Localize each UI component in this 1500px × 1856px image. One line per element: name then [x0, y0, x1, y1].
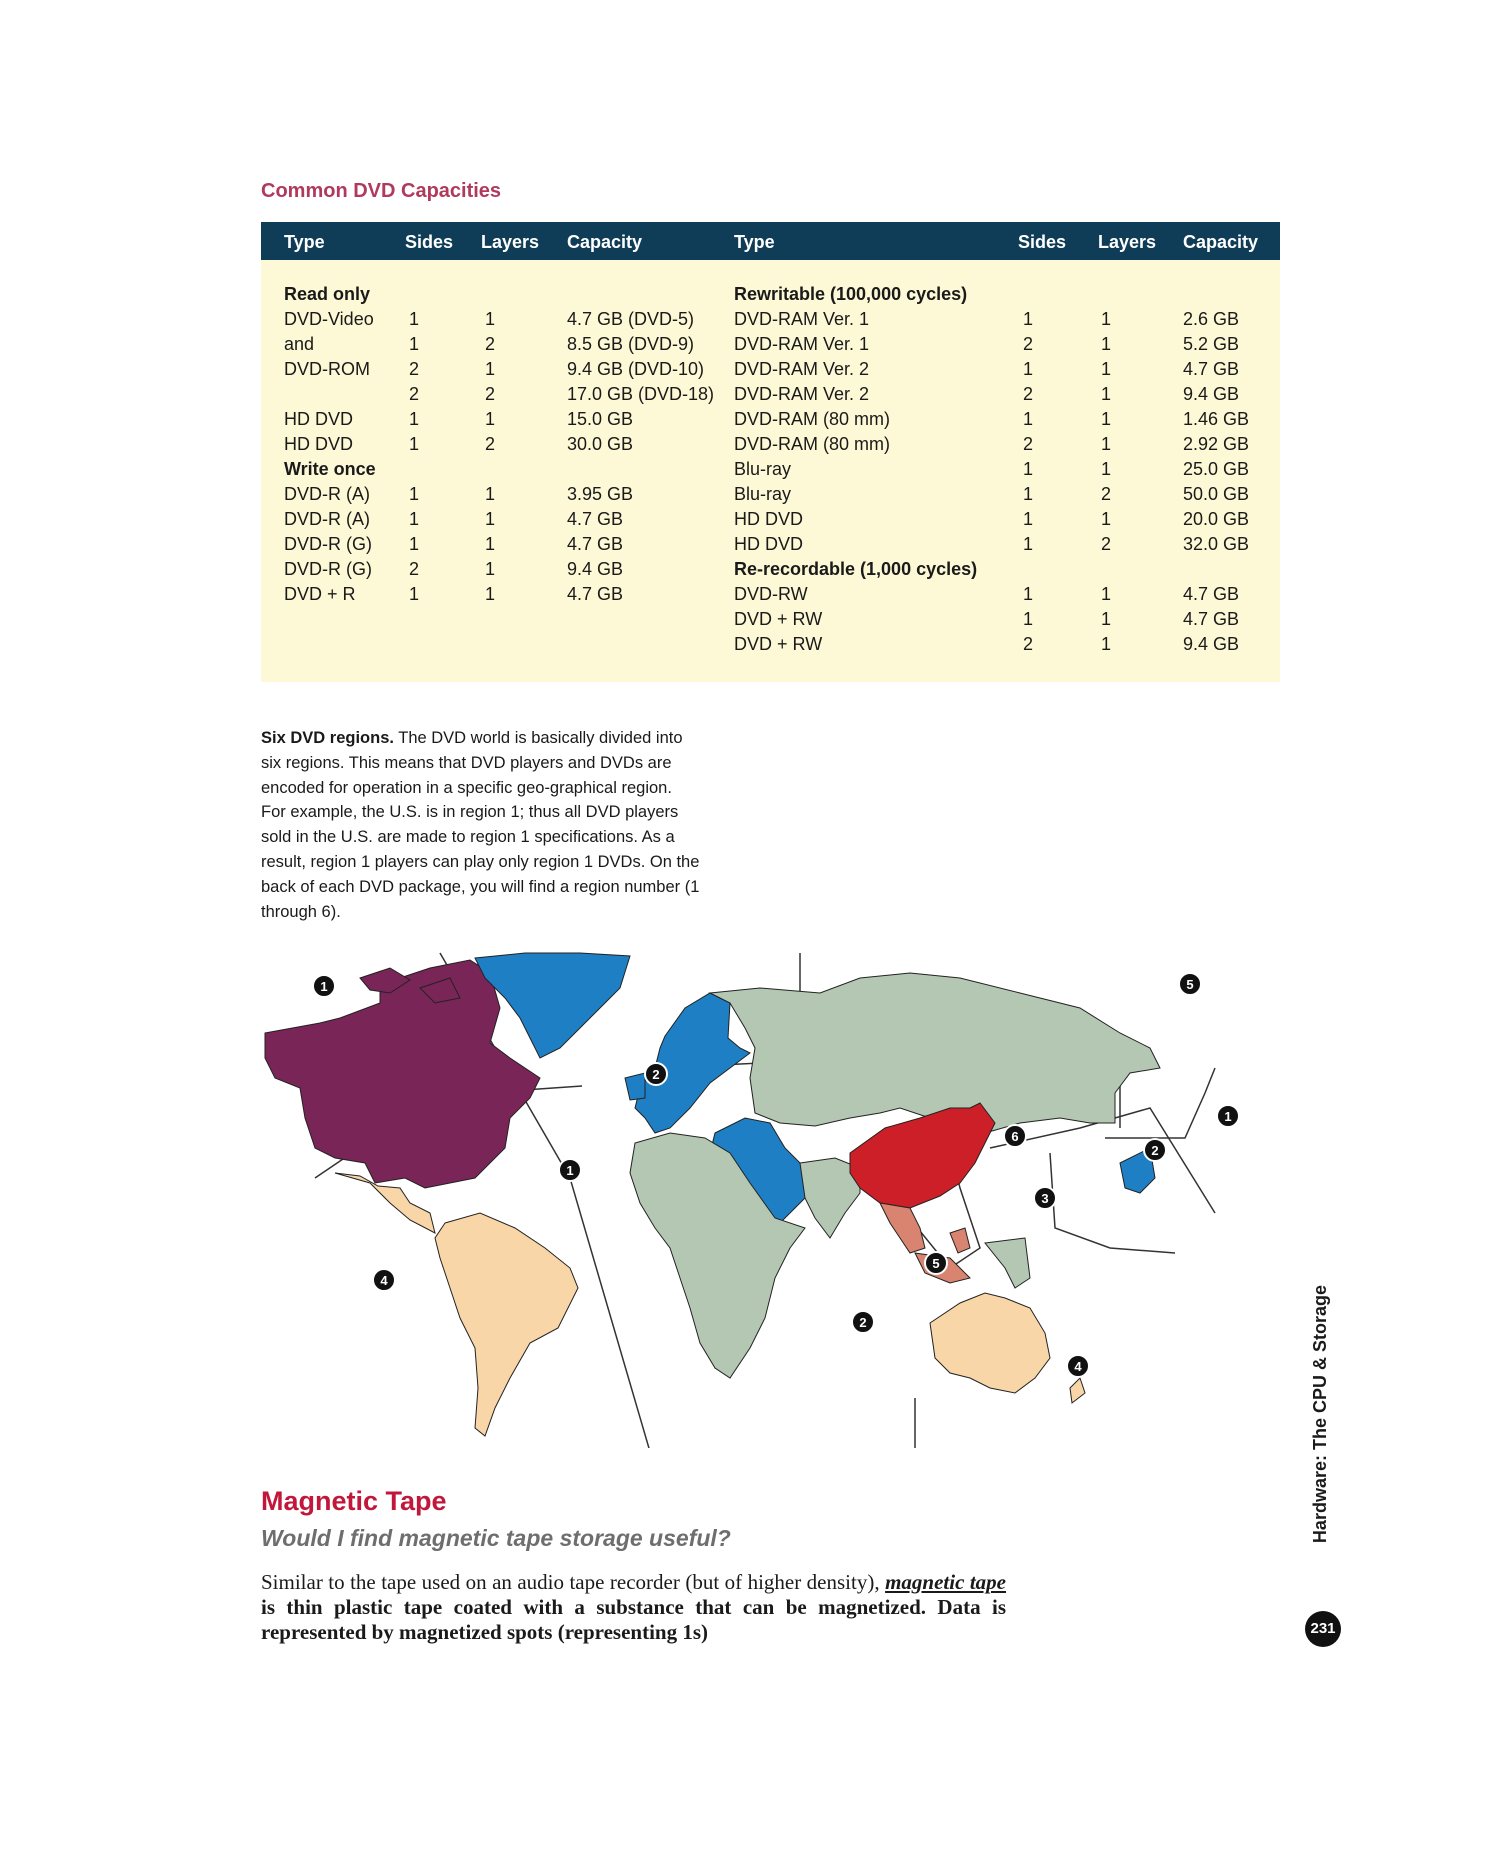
left-cell-sides: 2: [409, 384, 420, 404]
right-cell-layers: 1: [1101, 434, 1112, 454]
left-cell-capacity: 9.4 GB (DVD-10): [567, 359, 705, 379]
right-cell-type: DVD-RAM (80 mm): [734, 434, 890, 454]
right-cell-capacity: 32.0 GB: [1183, 534, 1250, 554]
right-cell-type: Rewritable (100,000 cycles): [734, 284, 968, 304]
dvd-region-world-map: [260, 948, 1260, 1448]
right-cell-capacity: 20.0 GB: [1183, 509, 1250, 529]
right-cell-type: DVD-RW: [734, 584, 808, 604]
region-marker-label: 1: [320, 979, 328, 994]
right-table-row: [261, 634, 1280, 659]
right-table-row: [261, 334, 1280, 359]
left-cell-capacity: 17.0 GB (DVD-18): [567, 384, 715, 404]
right-cell-capacity: 25.0 GB: [1183, 459, 1250, 479]
right-cell-type: DVD-RAM Ver. 2: [734, 359, 870, 379]
region-marker-label: 2: [1151, 1143, 1159, 1158]
left-cell-type: HD DVD: [284, 434, 354, 454]
region-marker-label: 4: [1074, 1359, 1082, 1374]
right-cell-sides: 1: [1023, 534, 1034, 554]
header-layers: Layers: [481, 232, 540, 252]
header-type-right: Type: [734, 232, 775, 252]
left-cell-type: DVD-R (G): [284, 559, 372, 579]
right-cell-layers: 1: [1101, 584, 1112, 604]
right-cell-layers: 1: [1101, 634, 1112, 654]
right-table-row: [261, 359, 1280, 384]
left-cell-sides: 2: [409, 559, 420, 579]
right-cell-sides: 2: [1023, 384, 1034, 404]
right-table-row: [261, 609, 1280, 634]
chapter-side-label-text: Hardware: The CPU & Storage: [1310, 1285, 1330, 1544]
right-cell-layers: 1: [1101, 334, 1112, 354]
right-cell-layers: 2: [1101, 534, 1112, 554]
key-term-magnetic-tape[interactable]: magnetic tape: [885, 1570, 1007, 1594]
left-cell-layers: 1: [485, 534, 496, 554]
header-sides-right: Sides: [1018, 232, 1067, 252]
header-capacity-right: Capacity: [1183, 232, 1259, 252]
chapter-side-label: [1310, 1285, 1340, 1585]
right-cell-layers: 1: [1101, 409, 1112, 429]
left-cell-layers: 2: [485, 434, 496, 454]
region-3-southeast-asia: [880, 1203, 970, 1283]
right-cell-sides: 1: [1023, 484, 1034, 504]
right-cell-sides: 2: [1023, 334, 1034, 354]
left-cell-capacity: 15.0 GB: [567, 409, 634, 429]
left-cell-sides: 1: [409, 434, 420, 454]
left-cell-type: HD DVD: [284, 409, 354, 429]
region-marker-label: 4: [380, 1273, 388, 1288]
left-cell-type: DVD-R (A): [284, 484, 370, 504]
right-cell-capacity: 5.2 GB: [1183, 334, 1240, 354]
left-cell-sides: 1: [409, 534, 420, 554]
left-cell-capacity: 3.95 GB: [567, 484, 634, 504]
right-cell-capacity: 2.92 GB: [1183, 434, 1250, 454]
right-cell-capacity: 4.7 GB: [1183, 584, 1240, 604]
region-marker-label: 2: [859, 1315, 867, 1330]
region-marker-label: 2: [652, 1067, 660, 1082]
right-table-row: [261, 534, 1280, 559]
left-cell-layers: 2: [485, 384, 496, 404]
right-cell-capacity: 4.7 GB: [1183, 609, 1240, 629]
right-cell-capacity: 2.6 GB: [1183, 309, 1240, 329]
right-cell-type: Re-recordable (1,000 cycles): [734, 559, 978, 579]
right-cell-type: DVD-RAM Ver. 1: [734, 309, 870, 329]
left-cell-layers: 1: [485, 309, 496, 329]
left-cell-type: DVD-Video: [284, 309, 374, 329]
left-cell-layers: 1: [485, 584, 496, 604]
right-cell-capacity: 50.0 GB: [1183, 484, 1250, 504]
right-cell-type: Blu-ray: [734, 459, 792, 479]
caption-text: The DVD world is basically divided into six regions. This means that DVD players and DVDs are encoded for operation in a specific geo-graphical region. For example, the U.S. is in region 1; thus all DVD players sold in the U.S. are made to region 1 specifications. As a result, region 1 players can play only region 1 DVDs. On the back of each DVD package, you will find a region number (1 through 6).: [261, 729, 700, 921]
body-rest: is thin plastic tape coated with a substance that can be magnetized. Data is represented by magnetized spots (representing 1s): [261, 1595, 1006, 1644]
dvd-capacities-table: [261, 222, 1280, 682]
section-subtitle: Would I find magnetic tape storage useful?: [261, 1525, 731, 1551]
left-cell-type: DVD + R: [284, 584, 356, 604]
right-cell-layers: 1: [1101, 384, 1112, 404]
left-cell-sides: 1: [409, 409, 420, 429]
right-cell-layers: 1: [1101, 359, 1112, 379]
region-marker-label: 3: [1041, 1191, 1049, 1206]
left-cell-sides: 1: [409, 309, 420, 329]
header-sides: Sides: [405, 232, 454, 252]
right-cell-type: DVD-RAM Ver. 1: [734, 334, 870, 354]
left-cell-type: and: [284, 334, 315, 354]
right-table-row: [261, 384, 1280, 409]
body-start: Similar to the tape used on an audio tape recorder (but of higher density),: [261, 1570, 886, 1594]
right-cell-sides: 2: [1023, 634, 1034, 654]
left-cell-capacity: 30.0 GB: [567, 434, 634, 454]
right-cell-sides: 1: [1023, 359, 1034, 379]
right-table-row: [261, 309, 1280, 334]
right-cell-layers: 1: [1101, 309, 1112, 329]
region-marker-label: 5: [932, 1256, 940, 1271]
left-cell-capacity: 8.5 GB (DVD-9): [567, 334, 695, 354]
left-cell-type: DVD-R (G): [284, 534, 372, 554]
table-header-row: [261, 222, 1280, 260]
right-cell-sides: 1: [1023, 309, 1034, 329]
left-cell-layers: 1: [485, 559, 496, 579]
right-table-row: [261, 409, 1280, 434]
left-cell-sides: 1: [409, 509, 420, 529]
header-layers-right: Layers: [1098, 232, 1157, 252]
region-4-latin-america: [335, 1173, 578, 1436]
right-cell-layers: 2: [1101, 484, 1112, 504]
map-caption: [261, 726, 701, 924]
left-cell-type: Write once: [284, 459, 376, 479]
right-cell-capacity: 1.46 GB: [1183, 409, 1250, 429]
right-cell-sides: 1: [1023, 609, 1034, 629]
right-table-row: [261, 584, 1280, 609]
left-cell-type: DVD-R (A): [284, 509, 370, 529]
header-type: Type: [284, 232, 325, 252]
header-capacity: Capacity: [567, 232, 643, 252]
region-marker-label: 5: [1186, 977, 1194, 992]
caption-lead: Six DVD regions.: [261, 729, 394, 747]
right-cell-sides: 1: [1023, 584, 1034, 604]
right-table-row: [261, 559, 1280, 584]
right-table-row: [261, 459, 1280, 484]
left-cell-sides: 2: [409, 359, 420, 379]
left-cell-layers: 2: [485, 334, 496, 354]
region-marker-label: 6: [1011, 1129, 1019, 1144]
left-cell-sides: 1: [409, 584, 420, 604]
left-cell-capacity: 9.4 GB: [567, 559, 624, 579]
right-table-row: [261, 434, 1280, 459]
left-cell-layers: 1: [485, 484, 496, 504]
right-cell-sides: 1: [1023, 409, 1034, 429]
right-cell-type: DVD + RW: [734, 609, 823, 629]
left-cell-layers: 1: [485, 359, 496, 379]
right-cell-capacity: 4.7 GB: [1183, 359, 1240, 379]
right-cell-capacity: 9.4 GB: [1183, 384, 1240, 404]
table-title: Common DVD Capacities: [261, 180, 502, 202]
right-cell-sides: 1: [1023, 509, 1034, 529]
left-cell-capacity: 4.7 GB: [567, 534, 624, 554]
section-body: [261, 1570, 1006, 1645]
left-cell-capacity: 4.7 GB (DVD-5): [567, 309, 695, 329]
page-number: 231: [1305, 1611, 1341, 1647]
right-cell-capacity: 9.4 GB: [1183, 634, 1240, 654]
right-cell-type: DVD-RAM (80 mm): [734, 409, 890, 429]
region-1-north-america: [265, 960, 540, 1188]
region-4-australia: [930, 1293, 1085, 1403]
section-title: Magnetic Tape: [261, 1486, 447, 1516]
left-cell-layers: 1: [485, 409, 496, 429]
left-cell-type: Read only: [284, 284, 371, 304]
left-cell-type: DVD-ROM: [284, 359, 370, 379]
right-cell-layers: 1: [1101, 609, 1112, 629]
region-marker-label: 1: [1224, 1109, 1232, 1124]
right-cell-type: HD DVD: [734, 509, 804, 529]
right-table-row: [261, 509, 1280, 534]
left-cell-capacity: 4.7 GB: [567, 584, 624, 604]
right-cell-layers: 1: [1101, 459, 1112, 479]
region-marker-label: 1: [566, 1163, 574, 1178]
right-cell-type: DVD + RW: [734, 634, 823, 654]
left-cell-sides: 1: [409, 484, 420, 504]
right-table-row: [261, 284, 1280, 309]
right-cell-type: Blu-ray: [734, 484, 792, 504]
left-cell-capacity: 4.7 GB: [567, 509, 624, 529]
region-6-china: [850, 1103, 995, 1208]
right-cell-layers: 1: [1101, 509, 1112, 529]
left-cell-sides: 1: [409, 334, 420, 354]
right-table-row: [261, 484, 1280, 509]
right-cell-sides: 2: [1023, 434, 1034, 454]
right-cell-type: HD DVD: [734, 534, 804, 554]
right-cell-type: DVD-RAM Ver. 2: [734, 384, 870, 404]
left-cell-layers: 1: [485, 509, 496, 529]
right-cell-sides: 1: [1023, 459, 1034, 479]
